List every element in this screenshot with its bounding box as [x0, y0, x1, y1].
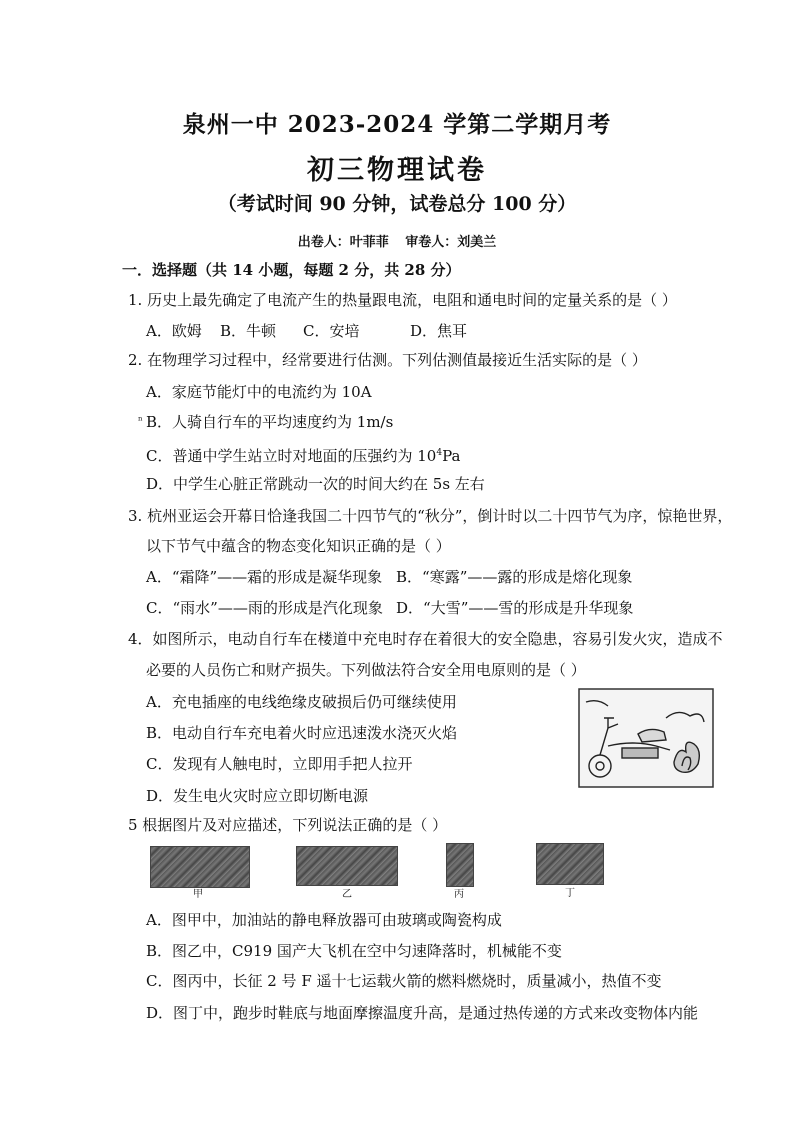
q3-option-b: B．“寒露”——露的形成是熔化现象 — [396, 568, 633, 586]
q2-option-a: A．家庭节能灯中的电流约为 10A — [146, 383, 372, 401]
reviewer-name: 审卷人：刘美兰 — [405, 235, 497, 250]
q1-stem: 1. 历史上最先确定了电流产生的热量跟电流，电阻和通电时间的定量关系的是（ ） — [128, 291, 677, 309]
q4-stem-line2: 必要的人员伤亡和财产损失。下列做法符合安全用电原则的是（ ） — [146, 661, 586, 679]
q3-stem-line1: 3. 杭州亚运会开幕日恰逢我国二十四节气的“秋分”，倒计时以二十四节气为序，惊艳世界， — [128, 507, 733, 525]
setter-name: 出卷人：叶菲菲 — [297, 235, 389, 250]
q3-option-d: D．“大雪”——雪的形成是升华现象 — [396, 599, 634, 617]
authors-line — [0, 231, 794, 250]
q2-option-c — [146, 443, 460, 466]
q5-option-b: B．图乙中，C919 国产大飞机在空中匀速降落时，机械能不变 — [146, 942, 562, 960]
q2-option-b: B．人骑自行车的平均速度约为 1m/s — [146, 413, 394, 431]
q1-option-d: D．焦耳 — [410, 322, 468, 340]
q2-option-c-text: C．普通中学生站立时对地面的压强约为 10 — [146, 447, 437, 465]
q1-options — [146, 321, 546, 341]
exam-title: 初三物理试卷 — [307, 155, 487, 186]
q4-option-b: B．电动自行车充电着火时应迅速泼水浇灭火焰 — [146, 724, 458, 742]
q4-option-c: C．发现有人触电时，立即用手把人拉开 — [146, 755, 413, 773]
q2-stem: 2. 在物理学习过程中，经常要进行估测。下列估测值最接近生活实际的是（ ） — [128, 351, 647, 369]
q1-option-c: C．安培 — [303, 322, 360, 340]
caption-jia: 甲 — [193, 889, 203, 900]
q5-option-c: C．图丙中，长征 2 号 F 遥十七运载火箭的燃料燃烧时，质量减小，热值不变 — [146, 972, 662, 990]
bike-seat — [638, 729, 666, 742]
photo-bing — [446, 843, 474, 887]
school-title: 泉州一中 2023-2024 学第二学期月考 — [182, 111, 612, 138]
pencil-mark: ⁿ — [138, 414, 143, 427]
ebike-fire-illustration — [578, 688, 714, 788]
exam-info: （考试时间 90 分钟，试卷总分 100 分） — [217, 193, 577, 215]
q5-stem: 5 根据图片及对应描述，下列说法正确的是（ ） — [128, 816, 448, 834]
q4-option-d: D．发生电火灾时应立即切断电源 — [146, 787, 369, 805]
caption-ding: 丁 — [565, 888, 575, 899]
photo-yi — [296, 846, 398, 886]
photo-jia — [150, 846, 250, 888]
q1-option-a: A．欧姆 — [146, 322, 202, 340]
battery — [622, 748, 658, 758]
q3-option-c: C．“雨水”——雨的形成是汽化现象 — [146, 599, 383, 617]
q5-option-d: D．图丁中，跑步时鞋底与地面摩擦温度升高，是通过热传递的方式来改变物体内能 — [146, 1004, 699, 1022]
photo-ding — [536, 843, 604, 885]
q5-option-a: A．图甲中，加油站的静电释放器可由玻璃或陶瓷构成 — [146, 911, 502, 929]
section-heading: 一．选择题（共 14 小题，每题 2 分，共 28 分） — [122, 261, 461, 279]
q4-option-a: A．充电插座的电线绝缘皮破损后仍可继续使用 — [146, 693, 457, 711]
q1-option-b: B．牛顿 — [220, 322, 277, 340]
caption-bing: 丙 — [454, 889, 464, 900]
q2-option-d: D．中学生心脏正常跳动一次的时间大约在 5s 左右 — [146, 475, 485, 493]
q2-option-c-exponent: 4 — [436, 448, 443, 458]
caption-yi: 乙 — [342, 889, 352, 900]
q3-stem-line2: 以下节气中蕴含的物态变化知识正确的是（ ） — [146, 537, 451, 555]
q4-stem-line1: 4．如图所示，电动自行车在楼道中充电时存在着很大的安全隐患，容易引发火灾，造成不 — [128, 630, 723, 648]
q2-option-c-unit: Pa — [442, 447, 461, 465]
q3-option-a: A．“霜降”——霜的形成是凝华现象 — [146, 568, 383, 586]
